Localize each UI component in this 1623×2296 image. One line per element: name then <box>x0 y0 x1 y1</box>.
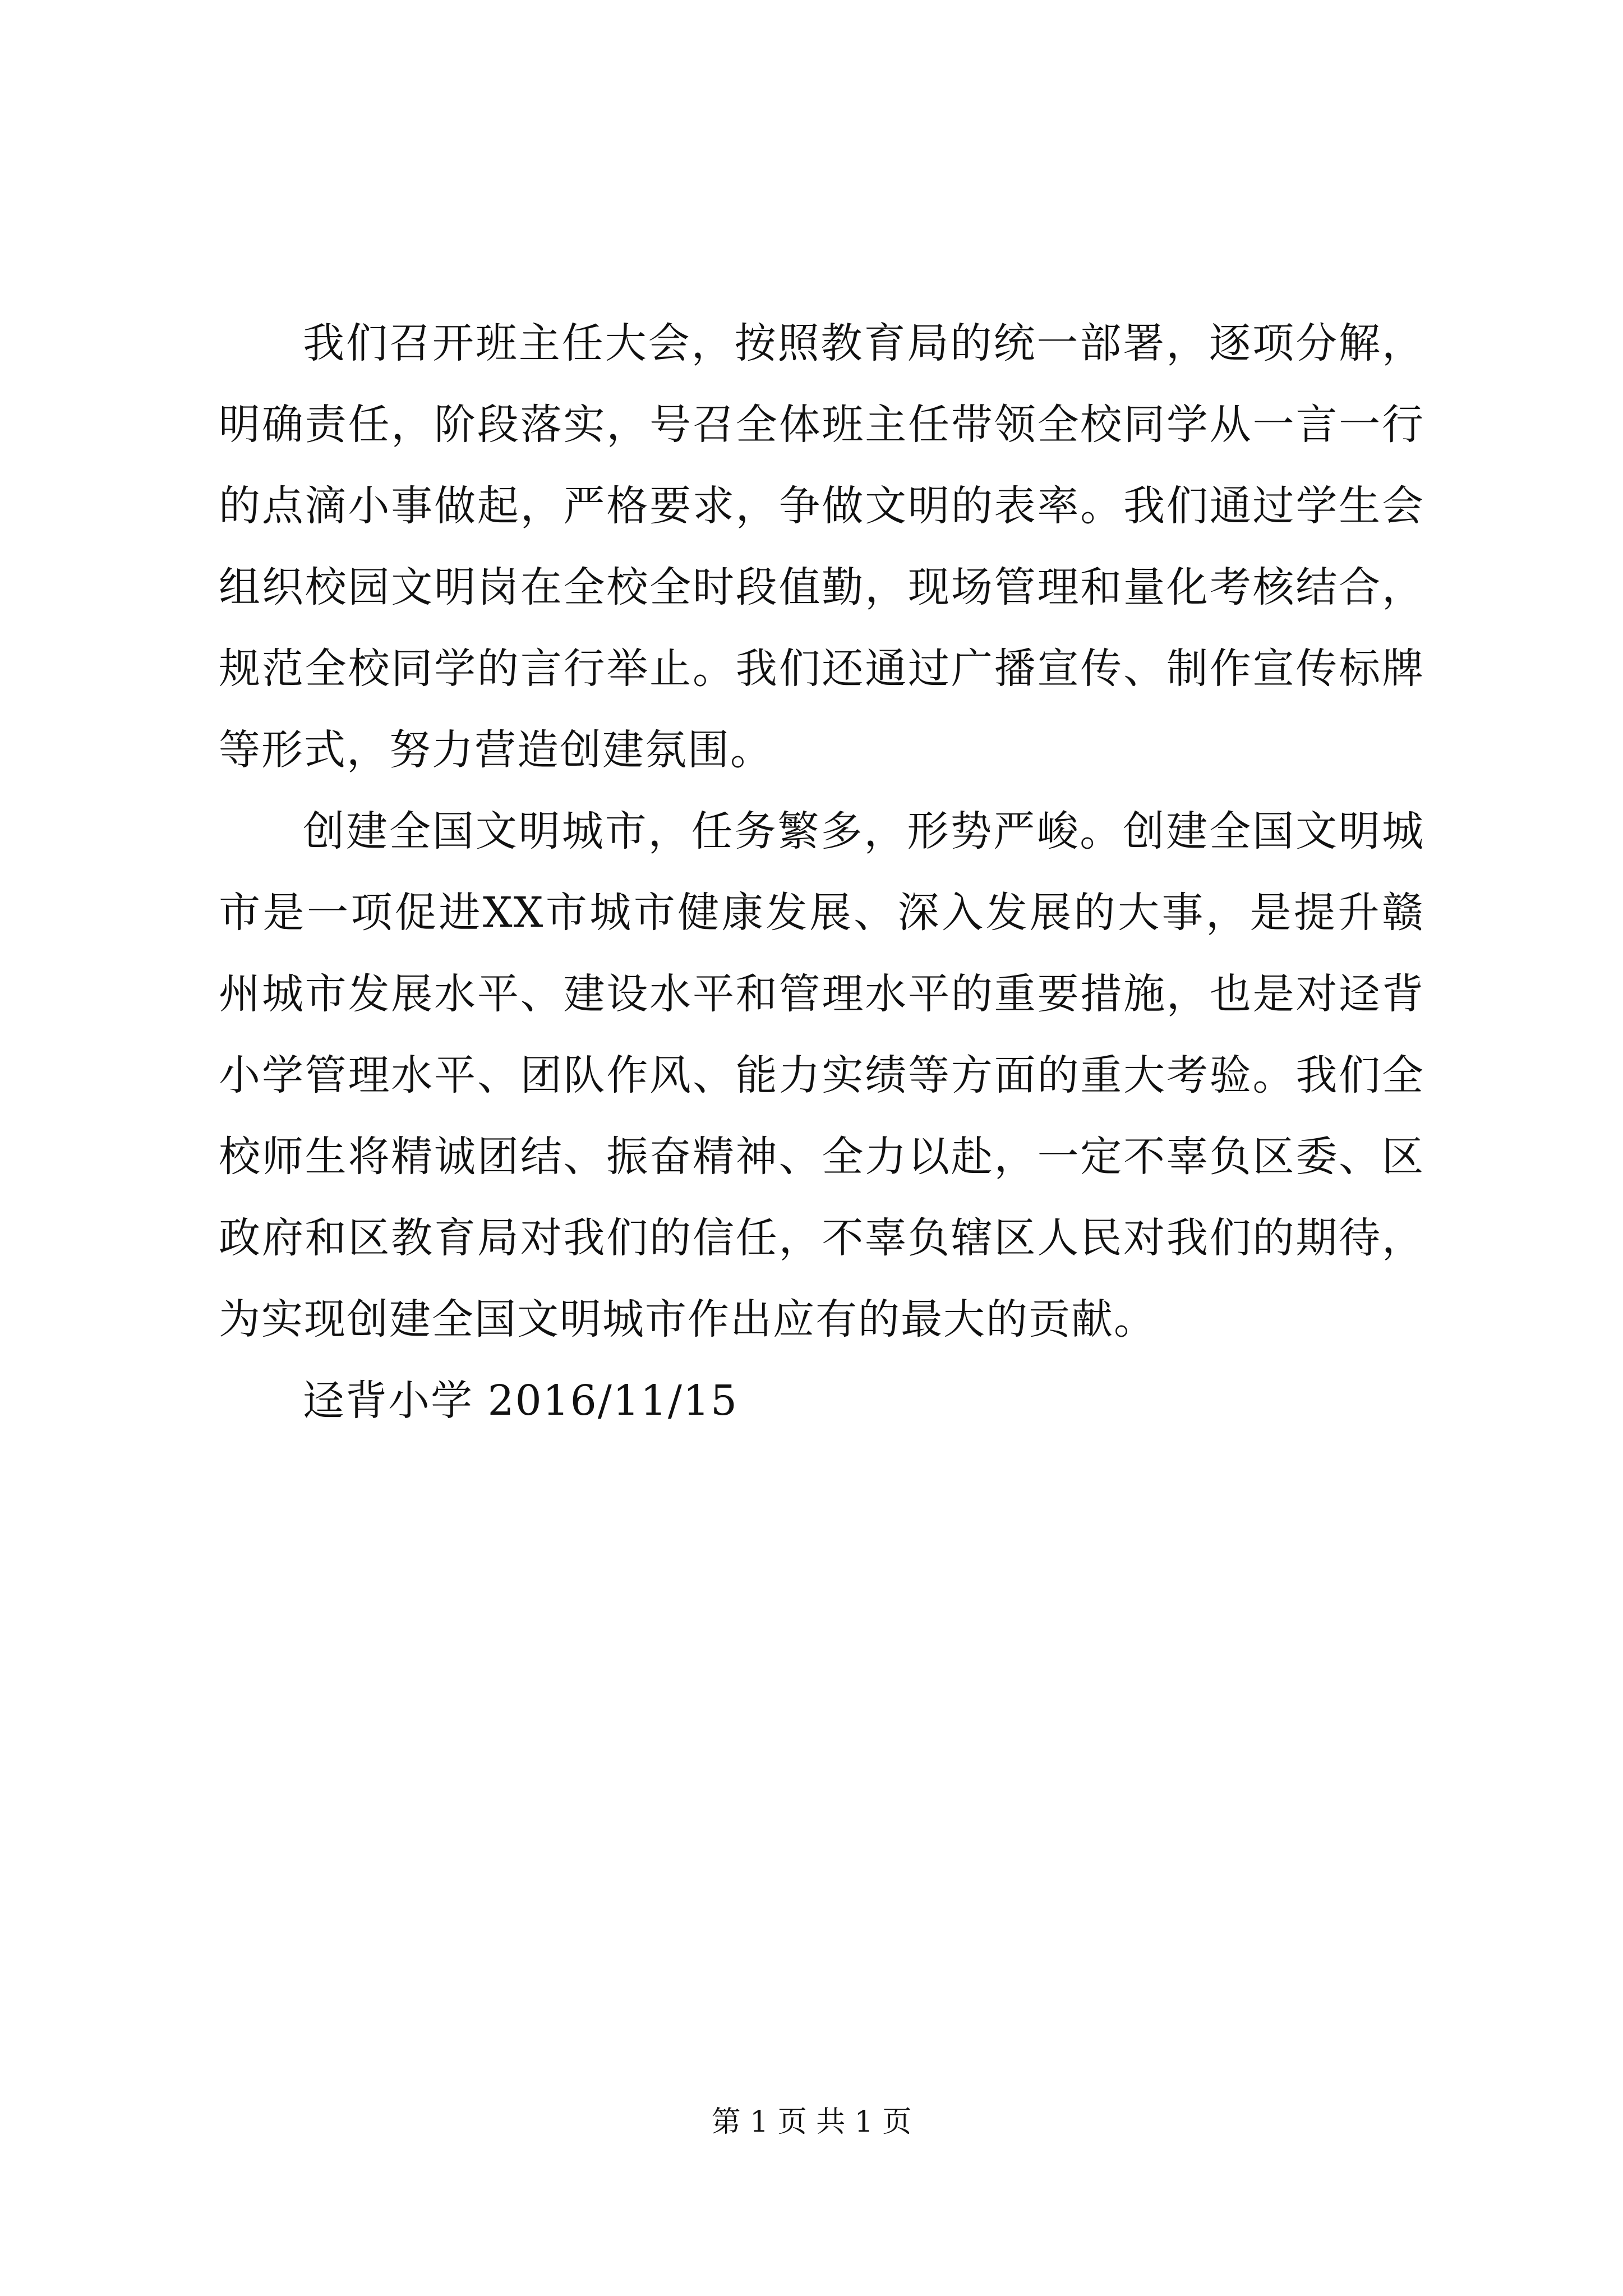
page-footer: 第 1 页 共 1 页 <box>711 2105 912 2139</box>
paragraph-2: 创建全国文明城市，任务繁多，形势严峻。创建全国文明城市是一项促进XX市城市健康发展、深入发展的大事，是提升赣州城市发展水平、建设水平和管理水平的重要措施，也是对迳背小学管理水平、团队作风、能力实绩等方面的重大考验。我们全校师生将精诚团结、振奋精神、全力以赴，一定不辜负区委、区政府和区教育局对我们的信任，不辜负辖区人民对我们的期待，为实现创建全国文明城市作出应有的最大的贡献。 <box>219 807 1424 1343</box>
signature-line: 迳背小学 2016/11/15 <box>303 1377 739 1425</box>
paragraph-1: 我们召开班主任大会，按照教育局的统一部署，逐项分解，明确责任，阶段落实，号召全体班主任带领全校同学从一言一行的点滴小事做起，严格要求，争做文明的表率。我们通过学生会组织校园文明岗在全校全时段值勤，现场管理和量化考核结合，规范全校同学的言行举止。我们还通过广播宣传、制作宣传标牌等形式，努力营造创建氛围。 <box>219 319 1424 774</box>
document-body <box>219 303 1424 1442</box>
